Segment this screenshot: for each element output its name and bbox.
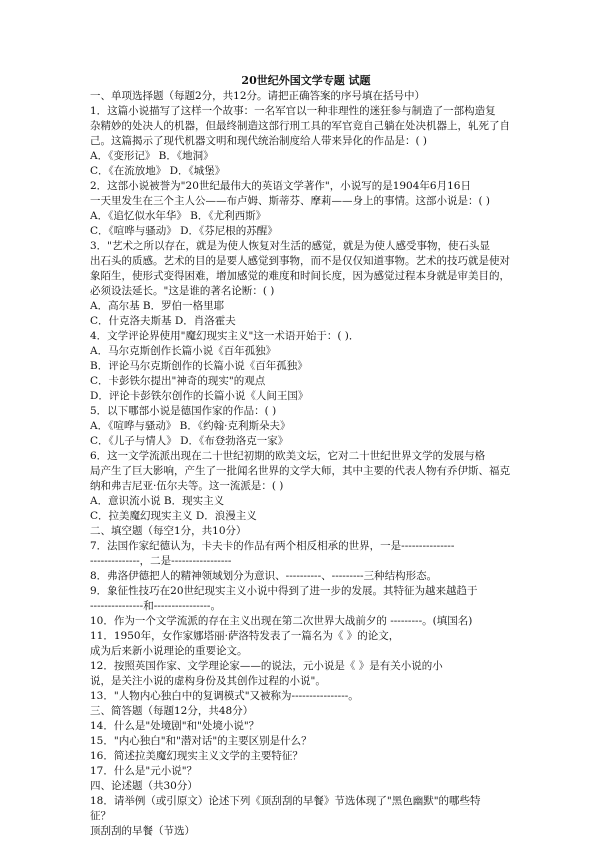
option-line: C．《喧哗与骚动》 D．《芬尼根的苏醒》 [90,225,278,237]
text-line: 必须设法延长。"这是谁的著名论断：( ) [90,285,275,297]
option-line: C．《儿子与情人》 D．《布登勃洛克一家》 [90,435,289,447]
option-line: A．《变形记》 B．《地洞》 [90,150,214,162]
text-line: 4．文学评论界使用"魔幻现实主义"这一术语开始于：( )． [90,330,360,342]
text-line: 11．1950年，女作家娜塔丽·萨洛特发表了一篇名为《 》的论文， [90,630,400,642]
text-line: 2．这部小说被誉为"20世纪最伟大的英语文学著作"，小说写的是1904年6月16日 [90,180,471,192]
text-line: 12．按照英国作家、文学理论家——的说法，元小说是《 》是有关小说的小 [90,660,443,672]
text-line: 象陌生，使形式变得困难，增加感觉的难度和时间长度，因为感觉过程本身就是审美目的， [90,270,510,282]
page-title: 20世纪外国文学专题 试题 [241,74,371,87]
section-heading: 一、单项选择题（每题2分，共12分。请把正确答案的序号填在括号中） [90,90,426,102]
text-line: 5．以下哪部小说是德国作家的作品：( ) [90,405,277,417]
option-line: C．卡彭铁尔提出"神奇的现实"的观点 [90,375,266,387]
option-line: A．《追忆似水年华》 B．《尤利西斯》 [90,210,267,222]
option-line: D．评论卡彭铁尔创作的长篇小说《人间王国》 [90,390,309,402]
text-line: 15．"内心独白"和"潜对话"的主要区别是什么？ [90,735,312,747]
text-line: 10．作为一个文学流派的存在主义出现在第二次世界大战前夕的 ---------。(填国名) [90,615,473,627]
text-line: 13．"人物内心独白中的复调模式"又被称为----------------。 [90,690,359,702]
text-line: 说，是关注小说的虚构身份及其创作过程的小说"。 [90,675,326,687]
text-line: 己。这篇揭示了现代机器文明和现代统治制度给人带来异化的作品是：( ) [90,135,428,147]
option-line: A．高尔基 B．罗伯一格里耶 [90,300,225,312]
text-line: 纳和弗吉尼亚·伍尔夫等。这一流派是：( ) [90,480,284,492]
text-line: 8．弗洛伊德把人的精神领域划分为意识、----------、---------三种结构形态。 [90,570,438,582]
section-heading: 四、论述题（共30分） [90,780,198,792]
text-line: 顶刮刮的早餐（节选） [90,825,195,837]
option-line: B．评论马尔克斯创作的长篇小说《百年孤独》 [90,360,308,372]
text-line: ---------------和----------------。 [90,600,221,612]
text-line: 杂精妙的处决人的机器，但最终制造这部行刑工具的军官竟自己躺在处决机器上，轧死了自 [90,120,510,132]
option-line: A．马尔克斯创作长篇小说《百年孤独》 [90,345,277,357]
option-line: C．《在流放地》 D．《城堡》 [90,165,226,177]
text-line: 局产生了巨大影响，产生了一批闻名世界的文学大师，其中主要的代表人物有乔伊斯、福克 [90,465,510,477]
text-line: 17．什么是"元小说"？ [90,765,198,777]
option-line: A．《喧哗与骚动》 B．《约翰·克利斯朵夫》 [90,420,291,432]
text-line: 14．什么是"处境剧"和"处境小说"？ [90,720,260,732]
text-line: 一天里发生在三个主人公——布卢姆、斯蒂芬、摩莉——身上的事情。这部小说是：( ) [90,195,491,207]
text-line: 7．法国作家纪德认为，卡夫卡的作品有两个相反相承的世界，一是--------------- [90,540,455,552]
text-line: 18．请举例（或引原文）论述下列《顶刮刮的早餐》节选体现了"黑色幽默"的哪些特 [90,795,481,807]
section-heading: 三、简答题（每题12分，共48分） [90,705,254,717]
section-heading: 二、填空题（每空1分，共10分） [90,525,247,537]
option-line: A．意识流小说 B．现实主义 [90,495,225,507]
text-line: 16．简述拉美魔幻现实主义文学的主要特征？ [90,750,303,762]
text-line: 6．这一文学流派出现在二十世纪初期的欧美文坛，它对二十世纪世界文学的发展与格 [90,450,486,462]
text-line: 9．象征性技巧在20世纪现实主义小说中得到了进一步的发展。其特征为越来越趋于 [90,585,478,597]
option-line: C．什克洛夫斯基 D．肖洛霍夫 [90,315,236,327]
text-line: --------------，二是----------------- [90,555,232,567]
text-line: 成为后来新小说理论的重要论文。 [90,645,248,657]
text-line: 1．这篇小说描写了这样一个故事：一名军官以一种非理性的迷狂参与制造了一部构造复 [90,105,496,117]
text-line: 出石头的质感。艺术的目的是要人感觉到事物，而不是仅仅知道事物。艺术的技巧就是使对 [90,255,510,267]
option-line: C．拉美魔幻现实主义 D．浪漫主义 [90,510,257,522]
text-line: 3．"艺术之所以存在，就是为使人恢复对生活的感觉，就是为使人感受事物，使石头显 [90,240,491,252]
text-line: 征？ [90,810,111,822]
